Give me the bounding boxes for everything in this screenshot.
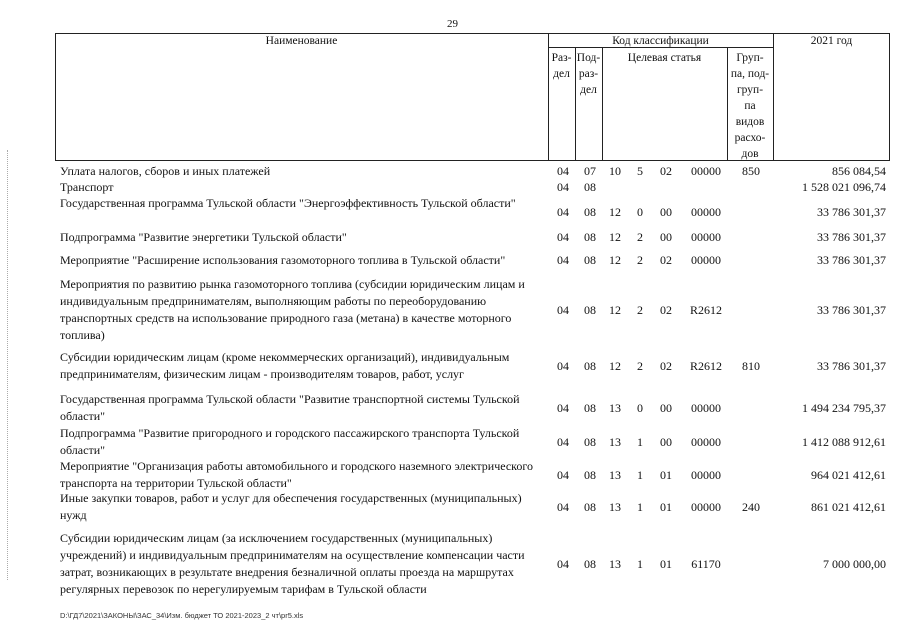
row-code-pr: 08 bbox=[584, 435, 596, 449]
row-code-t4: 00000 bbox=[691, 468, 721, 482]
row-code-t3: 02 bbox=[660, 303, 672, 317]
row-amount: 1 494 234 795,37 bbox=[802, 401, 886, 415]
row-code-t3: 01 bbox=[660, 500, 672, 514]
table-row bbox=[55, 458, 890, 492]
row-name: Государственная программа Тульской области "Энергоэффективность Тульской области" bbox=[60, 196, 516, 210]
row-code-t3: 02 bbox=[660, 253, 672, 267]
row-amount: 1 412 088 912,61 bbox=[802, 435, 886, 449]
table-row bbox=[55, 163, 890, 179]
row-code-t4: 00000 bbox=[691, 500, 721, 514]
row-amount: 7 000 000,00 bbox=[823, 557, 886, 571]
row-code-rz: 04 bbox=[557, 500, 569, 514]
table-row bbox=[55, 179, 890, 195]
row-code-t1: 12 bbox=[609, 359, 621, 373]
row-code-t1: 12 bbox=[609, 253, 621, 267]
table-row bbox=[55, 391, 890, 425]
row-code-pr: 08 bbox=[584, 303, 596, 317]
header-target: Целевая статья bbox=[627, 52, 702, 64]
row-amount: 1 528 021 096,74 bbox=[802, 180, 886, 194]
row-name: Подпрограмма "Развитие пригородного и городского пассажирского транспорта Тульской области" bbox=[60, 426, 520, 457]
row-code-t4: R2612 bbox=[689, 303, 722, 317]
page-number: 29 bbox=[447, 18, 458, 30]
row-code-pr: 07 bbox=[584, 164, 596, 178]
row-code-rz: 04 bbox=[557, 435, 569, 449]
header-year: 2021 год bbox=[810, 35, 853, 47]
row-code-t2: 2 bbox=[637, 303, 643, 317]
row-code-t2: 0 bbox=[637, 401, 643, 415]
row-code-t4: R2612 bbox=[689, 359, 722, 373]
margin-marks bbox=[7, 150, 10, 580]
row-amount: 33 786 301,37 bbox=[817, 359, 886, 373]
row-code-t1: 12 bbox=[609, 205, 621, 219]
table-row bbox=[55, 229, 890, 245]
row-code-t4: 00000 bbox=[691, 205, 721, 219]
row-code-pr: 08 bbox=[584, 253, 596, 267]
row-code-pr: 08 bbox=[584, 180, 596, 194]
row-code-t4: 00000 bbox=[691, 230, 721, 244]
row-code-t1: 13 bbox=[609, 435, 621, 449]
row-code-t2: 5 bbox=[637, 164, 643, 178]
row-amount: 861 021 412,61 bbox=[811, 500, 886, 514]
row-name: Субсидии юридическим лицам (за исключением государственных (муниципальных) учреждений) и индивидуальным предпринимателям на осуществление компенсации части затрат, возникающих в результате внедрения безналичной оплаты проезда на маршрутах регулярных перевозок по нерегулируемым тарифам в Тульской области bbox=[60, 531, 525, 596]
row-code-t2: 1 bbox=[637, 500, 643, 514]
row-code-t1: 13 bbox=[609, 500, 621, 514]
row-code-rz: 04 bbox=[557, 253, 569, 267]
table-row bbox=[55, 530, 890, 598]
row-name: Подпрограмма "Развитие энергетики Тульской области" bbox=[60, 230, 347, 244]
row-code-t2: 1 bbox=[637, 557, 643, 571]
row-name: Мероприятия по развитию рынка газомоторного топлива (субсидии юридическим лицам и индивидуальным предпринимателям, выполняющим работы по переоборудованию транспортных средств на использование природного газа (метана) в качестве моторного топлива) bbox=[60, 277, 525, 342]
row-code-t2: 2 bbox=[637, 253, 643, 267]
table-row bbox=[55, 252, 890, 268]
table-header bbox=[55, 33, 890, 161]
row-code-t1: 12 bbox=[609, 303, 621, 317]
header-code: Код классификации bbox=[612, 35, 709, 47]
table-row bbox=[55, 195, 890, 229]
row-code-t2: 2 bbox=[637, 359, 643, 373]
row-name: Иные закупки товаров, работ и услуг для обеспечения государственных (муниципальных) нужд bbox=[60, 491, 522, 522]
row-code-pr: 08 bbox=[584, 468, 596, 482]
row-name: Мероприятие "Организация работы автомобильного и городского наземного электрического транспорта на территории Тульской области" bbox=[60, 459, 534, 490]
row-code-rz: 04 bbox=[557, 359, 569, 373]
row-code-t2: 1 bbox=[637, 435, 643, 449]
row-code-t3: 00 bbox=[660, 401, 672, 415]
row-code-t3: 00 bbox=[660, 435, 672, 449]
row-code-t4: 00000 bbox=[691, 253, 721, 267]
row-amount: 856 084,54 bbox=[832, 164, 886, 178]
table-row bbox=[55, 425, 890, 459]
row-code-rz: 04 bbox=[557, 205, 569, 219]
header-group: Груп- па, под- груп- па видов расхо- дов bbox=[730, 52, 770, 160]
row-code-t4: 61170 bbox=[691, 557, 721, 571]
row-code-t3: 02 bbox=[660, 359, 672, 373]
header-name: Наименование bbox=[265, 35, 338, 47]
row-amount: 33 786 301,37 bbox=[817, 253, 886, 267]
row-amount: 33 786 301,37 bbox=[817, 230, 886, 244]
row-code-t1: 13 bbox=[609, 557, 621, 571]
row-code-t2: 1 bbox=[637, 468, 643, 482]
table-row bbox=[55, 276, 890, 344]
row-code-pr: 08 bbox=[584, 401, 596, 415]
header-podrazdel: Под- раз- дел bbox=[576, 52, 601, 96]
row-code-rz: 04 bbox=[557, 164, 569, 178]
row-code-vr: 850 bbox=[742, 164, 760, 178]
row-code-rz: 04 bbox=[557, 180, 569, 194]
row-name: Государственная программа Тульской области "Развитие транспортной системы Тульской области" bbox=[60, 392, 520, 423]
row-code-rz: 04 bbox=[557, 401, 569, 415]
row-code-vr: 240 bbox=[742, 500, 760, 514]
row-code-t1: 13 bbox=[609, 401, 621, 415]
row-code-t2: 2 bbox=[637, 230, 643, 244]
row-code-t4: 00000 bbox=[691, 164, 721, 178]
row-code-rz: 04 bbox=[557, 303, 569, 317]
row-code-t3: 00 bbox=[660, 230, 672, 244]
row-code-t3: 01 bbox=[660, 557, 672, 571]
row-name: Транспорт bbox=[60, 180, 114, 194]
row-amount: 33 786 301,37 bbox=[817, 303, 886, 317]
row-code-t1: 10 bbox=[609, 164, 621, 178]
row-code-t4: 00000 bbox=[691, 401, 721, 415]
row-code-t3: 00 bbox=[660, 205, 672, 219]
file-path-footer: D:\ГД7\2021\ЗАКОНЫ\ЗАС_34\Изм. бюджет ТО 2021-2023_2 чт\pr5.xls bbox=[60, 611, 304, 620]
row-code-t3: 02 bbox=[660, 164, 672, 178]
row-code-pr: 08 bbox=[584, 500, 596, 514]
row-amount: 964 021 412,61 bbox=[811, 468, 886, 482]
row-name: Мероприятие "Расширение использования газомоторного топлива в Тульской области" bbox=[60, 253, 506, 267]
row-code-t2: 0 bbox=[637, 205, 643, 219]
row-code-t1: 12 bbox=[609, 230, 621, 244]
row-code-t4: 00000 bbox=[691, 435, 721, 449]
table-row bbox=[55, 490, 890, 524]
row-code-rz: 04 bbox=[557, 468, 569, 482]
header-razdel: Раз- дел bbox=[551, 52, 572, 80]
row-name: Субсидии юридическим лицам (кроме некоммерческих организаций), индивидуальным предпринимателям, физическим лицам - производителям товаров, работ, услуг bbox=[60, 350, 510, 381]
table-row bbox=[55, 349, 890, 383]
row-name: Уплата налогов, сборов и иных платежей bbox=[60, 164, 271, 178]
row-code-pr: 08 bbox=[584, 205, 596, 219]
row-code-vr: 810 bbox=[742, 359, 760, 373]
row-code-pr: 08 bbox=[584, 359, 596, 373]
row-code-t3: 01 bbox=[660, 468, 672, 482]
row-code-rz: 04 bbox=[557, 230, 569, 244]
row-code-pr: 08 bbox=[584, 557, 596, 571]
row-code-t1: 13 bbox=[609, 468, 621, 482]
row-code-rz: 04 bbox=[557, 557, 569, 571]
row-amount: 33 786 301,37 bbox=[817, 205, 886, 219]
row-code-pr: 08 bbox=[584, 230, 596, 244]
